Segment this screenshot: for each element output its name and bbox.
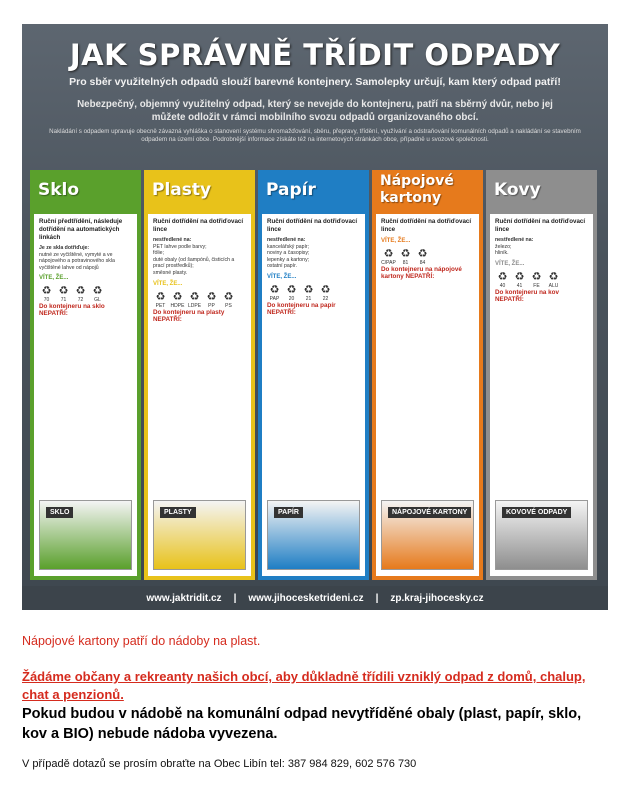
- recycling-poster: [22, 24, 608, 610]
- recycle-code-label: 84: [419, 260, 426, 266]
- column-list-item: lepenky a kartony;: [267, 256, 310, 263]
- recycle-code-label: ALU: [548, 282, 559, 289]
- poster-intro: Nebezpečný, objemný využitelný odpad, který se nevejde do kontejneru, patří na sběrný dvůr, nebo jej můžete odložit v rámci mobilního svozu odpadů organizovaného obcí.: [77, 99, 553, 123]
- column-list-item: noviny a časopisy;: [267, 250, 310, 257]
- recycle-symbol-icon: ♻ 72: [73, 285, 88, 299]
- waste-column: [372, 170, 483, 580]
- recycle-codes: [381, 248, 474, 266]
- column-did-you-know: VÍTE, ŽE...: [495, 260, 525, 267]
- column-list-item: PET lahve podle barvy;: [153, 243, 207, 250]
- column-not-allowed-heading: Do kontejneru na sklo NEPATŘÍ:: [39, 303, 105, 318]
- recycle-code-label: GL: [94, 297, 101, 304]
- recycle-codes: [39, 285, 132, 304]
- waste-column: [486, 170, 597, 580]
- recycle-symbol-icon: ♻ 40: [495, 271, 510, 285]
- column-not-allowed-heading: Do kontejneru na papír NEPATŘÍ:: [267, 301, 336, 316]
- poster-legal-text: Nakládání s odpadem upravuje obecně závazná vyhláška o stanovení systému shromažďování, sběru, přepravy, třídění, využívání a odstraňování komunálních odpadů a nakládání se stavebním odpadem na území obce. Podrobnější informace získáte též na internetových stránkách obce, případně u svozové společnosti.: [49, 128, 581, 143]
- recycle-symbol-icon: ♻ 71: [56, 285, 71, 299]
- recycle-codes: [267, 283, 360, 302]
- column-body: [34, 214, 137, 576]
- footer-separator: |: [375, 592, 379, 604]
- column-list-heading: nestředlené na:: [495, 237, 534, 243]
- column-body: [262, 214, 365, 576]
- column-list-item: směsné plasty.: [153, 269, 188, 276]
- column-title: Plasty: [152, 180, 212, 200]
- column-subtitle: Ruční dotřídění na dotřiďovací lince: [153, 218, 244, 233]
- container-sticker-image: [267, 500, 360, 570]
- column-list-item: vyčištěné lahve od nápojů: [39, 264, 99, 271]
- column-title: Sklo: [38, 180, 80, 200]
- recycle-symbol-icon: ♻ 41: [512, 271, 527, 285]
- recycle-code-label: LDPE: [187, 302, 202, 309]
- column-did-you-know: VÍTE, ŽE...: [267, 273, 297, 280]
- column-title: Kovy: [494, 180, 541, 200]
- column-subtitle: Ruční dotřídění na dotřiďovací lince: [381, 218, 472, 233]
- recycle-symbol-icon: ♻ 21: [301, 284, 316, 298]
- poster-footer: [22, 586, 608, 610]
- column-body: [490, 214, 593, 576]
- recycle-code-label: 41: [516, 282, 523, 289]
- recycle-symbol-icon: ♻ PET: [153, 291, 168, 305]
- contact-info: V případě dotazů se prosím obraťte na Obec Libín tel: 387 984 829, 602 576 730: [22, 758, 417, 770]
- recycle-symbol-icon: ♻ PAP: [267, 284, 282, 298]
- waste-column: [30, 170, 141, 580]
- recycle-code-label: PS: [225, 302, 232, 309]
- container-sticker-label: KOVOVÉ ODPADY: [502, 507, 571, 518]
- recycle-symbol-icon: ♻ FE: [529, 271, 544, 285]
- column-list-item: nutné ze vyčištěné, vymyté a ve: [39, 251, 113, 258]
- recycle-code-label: 72: [77, 297, 84, 304]
- recycle-code-label: 21: [305, 295, 312, 302]
- column-list-heading: Je ze skla dotřiďuje:: [39, 245, 90, 251]
- column-body: [376, 214, 479, 576]
- column-list-item: železo;: [495, 243, 512, 250]
- recycle-symbol-icon: ♻ 22: [318, 284, 333, 298]
- recycle-symbol-icon: ♻ C/PAP: [381, 248, 396, 266]
- recycle-symbol-icon: ♻ GL: [90, 285, 105, 299]
- column-not-allowed-heading: Do kontejneru na plasty NEPATŘÍ:: [153, 308, 225, 323]
- column-list-item: nápojového a potravinového skla: [39, 258, 115, 265]
- recycle-symbol-icon: ♻ 70: [39, 285, 54, 299]
- footer-link-jaktridit[interactable]: www.jaktridit.cz: [146, 592, 222, 604]
- column-list-item: duté obaly (od šampónů, čisticích a prací prostředků);: [153, 256, 235, 270]
- recycle-code-label: 22: [322, 295, 329, 302]
- column-did-you-know: VÍTE, ŽE...: [39, 275, 69, 282]
- container-sticker-label: PLASTY: [160, 507, 196, 518]
- column-title: Papír: [266, 180, 316, 200]
- container-sticker-image: [381, 500, 474, 570]
- poster-title: JAK SPRÁVNĚ TŘÍDIT ODPADY: [69, 38, 561, 72]
- column-list-heading: nestředlené na:: [153, 237, 192, 243]
- container-sticker-label: NÁPOJOVÉ KARTONY: [388, 507, 471, 518]
- recycle-symbol-icon: ♻ PS: [221, 291, 236, 305]
- recycle-code-label: 20: [288, 295, 295, 302]
- column-list-heading: nestředlené na:: [267, 237, 306, 243]
- recycle-symbol-icon: ♻ 84: [415, 248, 430, 262]
- column-list-item: kancelářský papír;: [267, 243, 310, 250]
- recycle-symbol-icon: ♻ PP: [204, 291, 219, 305]
- container-sticker-image: [495, 500, 588, 570]
- footer-separator: |: [233, 592, 237, 604]
- column-list-item: ostatní papír.: [267, 263, 297, 270]
- recycle-symbol-icon: ♻ HDPE: [170, 290, 185, 309]
- recycle-code-label: 81: [402, 260, 409, 266]
- appeal-text: Žádáme občany a rekreanty našich obcí, aby důkladně třídili vzniklý odpad z domů, chalup, chat a penzionů.: [22, 669, 586, 702]
- container-sticker-label: PAPÍR: [274, 507, 303, 518]
- recycle-code-label: 70: [43, 297, 50, 304]
- waste-column: [144, 170, 255, 580]
- recycle-code-label: HDPE: [170, 302, 185, 309]
- recycle-symbol-icon: ♻ 20: [284, 284, 299, 298]
- recycle-code-label: PET: [155, 302, 166, 309]
- container-sticker-image: [153, 500, 246, 570]
- container-sticker-image: [39, 500, 132, 570]
- recycle-codes: [495, 270, 588, 289]
- container-sticker-label: SKLO: [46, 507, 73, 518]
- recycle-code-label: C/PAP: [381, 260, 396, 266]
- recycle-code-label: PP: [208, 302, 215, 309]
- column-subtitle: Ruční předtřídění, následuje dotřídění na automatických linkách: [39, 218, 123, 241]
- warning-text: Pokud budou v nádobě na komunální odpad nevytříděné obaly (plast, papír, sklo, kov a BIO) nebude nádoba vyvezena.: [22, 706, 582, 742]
- recycle-symbol-icon: ♻ ALU: [546, 271, 561, 285]
- column-did-you-know: VÍTE, ŽE...: [381, 238, 411, 244]
- recycle-code-label: 71: [60, 297, 67, 304]
- column-subtitle: Ruční dotřídění na dotřiďovací lince: [495, 218, 586, 233]
- recycle-code-label: FE: [533, 282, 540, 289]
- recycle-code-label: 40: [499, 282, 506, 289]
- column-not-allowed-heading: Do kontejneru na kov NEPATŘÍ:: [495, 288, 560, 303]
- waste-column: [258, 170, 369, 580]
- column-subtitle: Ruční dotřídění na dotřiďovací lince: [267, 218, 358, 233]
- column-title: Nápojové kartony: [380, 173, 454, 206]
- footer-link-kraj[interactable]: zp.kraj-jihocesky.cz: [390, 592, 484, 604]
- column-list-item: hliník.: [495, 250, 509, 257]
- recycle-symbol-icon: ♻ 81: [398, 248, 413, 262]
- cartons-note: Nápojové kartony patří do nádoby na plast.: [22, 634, 261, 648]
- column-not-allowed-heading: Do kontejneru na nápojové kartony NEPATŘÍ:: [381, 266, 462, 280]
- recycle-symbol-icon: ♻ LDPE: [187, 290, 202, 309]
- poster-subtitle: Pro sběr využitelných odpadů slouží barevné kontejnery. Samolepky určují, kam který odpad patří!: [69, 76, 561, 88]
- recycle-codes: [153, 290, 246, 309]
- column-list-item: fólie;: [153, 250, 164, 257]
- column-body: [148, 214, 251, 576]
- footer-link-jihocesketrideni[interactable]: www.jihocesketrideni.cz: [248, 592, 364, 604]
- recycle-code-label: PAP: [269, 295, 280, 302]
- column-did-you-know: VÍTE, ŽE...: [153, 280, 183, 287]
